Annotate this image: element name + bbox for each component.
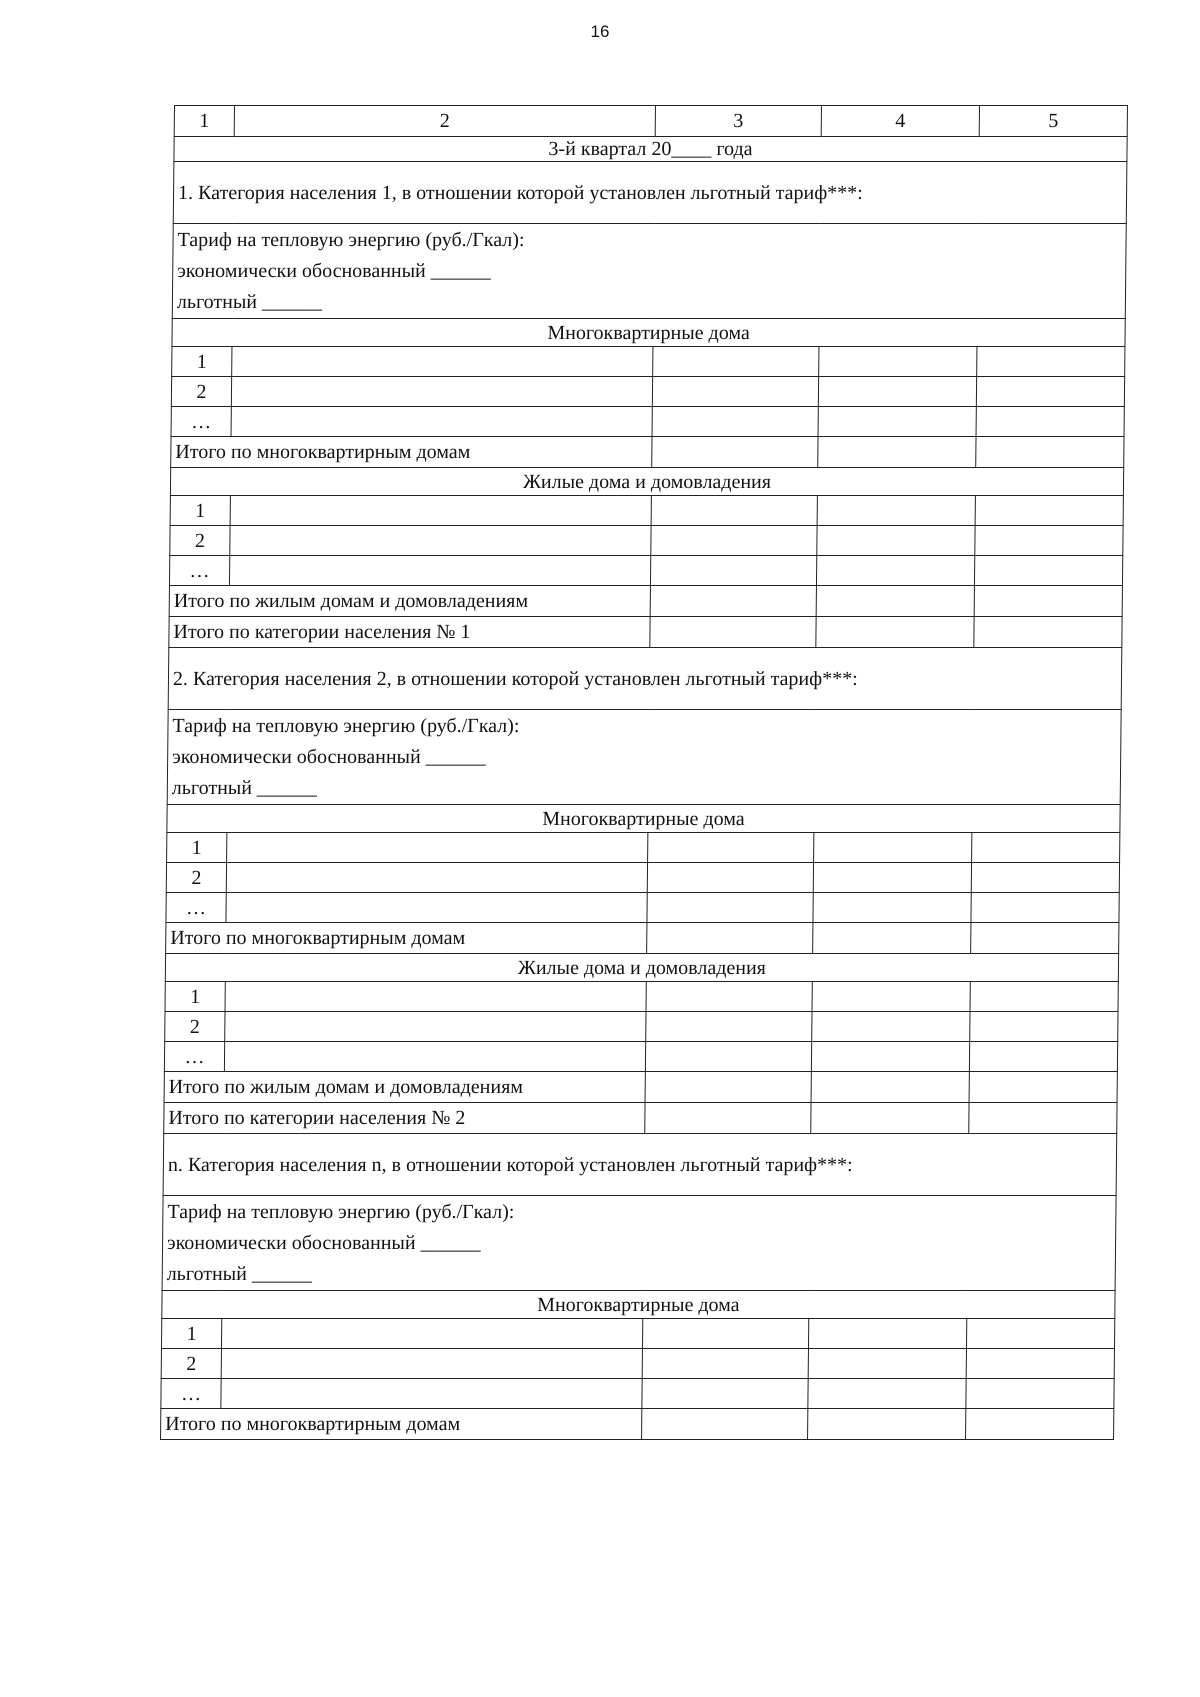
category-total-row <box>169 617 1122 648</box>
row-value-cell[interactable] <box>812 982 970 1012</box>
category-total-value-cell[interactable] <box>974 617 1122 648</box>
table-row <box>165 982 1118 1012</box>
row-value-cell[interactable] <box>975 496 1123 526</box>
apartment-buildings-heading-row <box>162 1291 1115 1319</box>
category-total-label: Итого по категории населения № 1 <box>169 617 650 648</box>
apartment-total-value-cell[interactable] <box>966 1409 1114 1440</box>
row-number: 2 <box>165 1012 225 1042</box>
apartment-buildings-heading-row <box>172 319 1125 347</box>
row-value-cell[interactable] <box>647 863 813 893</box>
category-title: 2. Категория населения 2, в отношении которой установлен льготный тариф***: <box>168 648 1122 710</box>
row-number: 2 <box>161 1349 221 1379</box>
row-number: … <box>171 407 231 437</box>
row-value-cell[interactable] <box>642 1319 808 1349</box>
apartment-total-value-cell[interactable] <box>813 923 971 954</box>
row-value-cell[interactable] <box>650 556 816 586</box>
tariff-form-table <box>160 105 1128 1440</box>
row-value-cell[interactable] <box>652 377 818 407</box>
row-value-cell[interactable] <box>971 893 1119 923</box>
row-value-cell[interactable] <box>651 526 817 556</box>
tariff-economic: экономически обоснованный ______ <box>166 1231 481 1254</box>
row-number: … <box>164 1042 224 1072</box>
row-name-cell[interactable] <box>232 347 653 377</box>
row-value-cell[interactable] <box>812 1012 970 1042</box>
row-value-cell[interactable] <box>977 347 1125 377</box>
column-number-1: 1 <box>174 106 234 137</box>
row-value-cell[interactable] <box>811 1042 969 1072</box>
tariff-row <box>167 710 1121 805</box>
row-number: … <box>166 893 226 923</box>
tariff-heading: Тариф на тепловую энергию (руб./Гкал): <box>167 1200 515 1223</box>
row-value-cell[interactable] <box>817 496 975 526</box>
houses-total-value-cell[interactable] <box>974 586 1122 617</box>
row-name-cell[interactable] <box>229 556 650 586</box>
row-value-cell[interactable] <box>966 1349 1114 1379</box>
row-number: … <box>169 556 229 586</box>
row-name-cell[interactable] <box>226 863 647 893</box>
page-number: 16 <box>590 22 610 41</box>
row-value-cell[interactable] <box>645 1042 811 1072</box>
row-value-cell[interactable] <box>966 1379 1114 1409</box>
apartment-total-label: Итого по многоквартирным домам <box>166 923 647 954</box>
row-value-cell[interactable] <box>966 1319 1114 1349</box>
row-value-cell[interactable] <box>974 556 1122 586</box>
tariff-economic: экономически обоснованный ______ <box>177 259 491 282</box>
row-number: 1 <box>170 496 230 526</box>
apartment-buildings-heading: Многоквартирные дома <box>172 319 1125 347</box>
row-value-cell[interactable] <box>642 1379 808 1409</box>
row-value-cell[interactable] <box>817 526 975 556</box>
apartment-total-value-cell[interactable] <box>818 437 976 468</box>
apartment-total-value-cell[interactable] <box>808 1409 966 1440</box>
category-title-row <box>173 162 1127 224</box>
row-name-cell[interactable] <box>221 1319 642 1349</box>
category-total-label: Итого по категории населения № 2 <box>164 1103 645 1134</box>
tariff-preferential: льготный ______ <box>166 1262 313 1285</box>
row-value-cell[interactable] <box>818 377 976 407</box>
row-name-cell[interactable] <box>226 893 647 923</box>
row-value-cell[interactable] <box>976 377 1124 407</box>
row-number: 2 <box>166 863 226 893</box>
row-value-cell[interactable] <box>808 1379 966 1409</box>
row-value-cell[interactable] <box>976 407 1124 437</box>
quarter-title-row <box>174 137 1127 162</box>
apartment-total-row <box>161 1409 1114 1440</box>
row-name-cell[interactable] <box>230 526 651 556</box>
houses-total-row <box>169 586 1122 617</box>
row-value-cell[interactable] <box>808 1349 966 1379</box>
apartment-buildings-heading: Многоквартирные дома <box>167 805 1120 833</box>
apartment-total-row <box>171 437 1124 468</box>
row-value-cell[interactable] <box>652 407 818 437</box>
row-name-cell[interactable] <box>231 377 652 407</box>
category-total-value-cell[interactable] <box>816 617 974 648</box>
apartment-total-value-cell[interactable] <box>976 437 1124 468</box>
apartment-buildings-heading: Многоквартирные дома <box>162 1291 1115 1319</box>
row-value-cell[interactable] <box>969 1042 1117 1072</box>
apartment-total-label: Итого по многоквартирным домам <box>161 1409 642 1440</box>
row-name-cell[interactable] <box>225 1012 646 1042</box>
row-number: 2 <box>170 526 230 556</box>
table-row <box>171 377 1124 407</box>
column-number-2: 2 <box>234 106 655 137</box>
row-name-cell[interactable] <box>231 407 652 437</box>
column-number-4: 4 <box>821 106 979 137</box>
houses-total-value-cell[interactable] <box>816 586 974 617</box>
apartment-total-row <box>166 923 1119 954</box>
column-number-5: 5 <box>979 106 1127 137</box>
category-title-row <box>168 648 1122 710</box>
row-number: 2 <box>171 377 231 407</box>
category-title: 1. Категория населения 1, в отношении которой установлен льготный тариф***: <box>173 162 1127 224</box>
row-value-cell[interactable] <box>646 982 812 1012</box>
table-row <box>166 863 1119 893</box>
residential-houses-heading: Жилые дома и домовладения <box>170 468 1123 496</box>
row-value-cell[interactable] <box>970 982 1118 1012</box>
row-value-cell[interactable] <box>971 863 1119 893</box>
tariff-preferential: льготный ______ <box>171 776 318 799</box>
category-title-row <box>163 1134 1117 1196</box>
row-value-cell[interactable] <box>813 863 971 893</box>
row-value-cell[interactable] <box>975 526 1123 556</box>
row-value-cell[interactable] <box>653 347 819 377</box>
table-row <box>161 1379 1114 1409</box>
houses-total-label: Итого по жилым домам и домовладениям <box>169 586 650 617</box>
row-name-cell[interactable] <box>224 1042 645 1072</box>
category-total-value-cell[interactable] <box>969 1103 1117 1134</box>
row-value-cell[interactable] <box>646 1012 812 1042</box>
row-value-cell[interactable] <box>808 1319 966 1349</box>
table-row <box>171 407 1124 437</box>
row-number: 1 <box>165 982 225 1012</box>
category-total-value-cell[interactable] <box>811 1103 969 1134</box>
tariff-block <box>162 1196 1116 1291</box>
row-name-cell[interactable] <box>227 833 648 863</box>
table-row <box>161 1319 1114 1349</box>
tariff-economic: экономически обоснованный ______ <box>172 745 486 768</box>
row-value-cell[interactable] <box>648 833 814 863</box>
row-value-cell[interactable] <box>816 556 974 586</box>
table-row <box>166 893 1119 923</box>
table-row <box>167 833 1120 863</box>
residential-houses-heading-row <box>165 954 1118 982</box>
column-number-3: 3 <box>655 106 821 137</box>
apartment-total-label: Итого по многоквартирным домам <box>171 437 652 468</box>
tariff-heading: Тариф на тепловую энергию (руб./Гкал): <box>172 714 520 737</box>
category-total-value-cell[interactable] <box>650 617 816 648</box>
houses-total-value-cell[interactable] <box>811 1072 969 1103</box>
column-number-header-row <box>174 106 1127 137</box>
row-value-cell[interactable] <box>642 1349 808 1379</box>
houses-total-value-cell[interactable] <box>645 1072 811 1103</box>
row-number: 1 <box>167 833 227 863</box>
houses-total-value-cell[interactable] <box>650 586 816 617</box>
row-value-cell[interactable] <box>970 1012 1118 1042</box>
tariff-block <box>172 224 1126 319</box>
row-number: … <box>161 1379 221 1409</box>
table-row <box>172 347 1125 377</box>
row-name-cell[interactable] <box>225 982 646 1012</box>
table-row <box>164 1042 1117 1072</box>
apartment-total-value-cell[interactable] <box>642 1409 808 1440</box>
quarter-title: 3-й квартал 20____ года <box>174 137 1127 162</box>
table-row <box>170 496 1123 526</box>
residential-houses-heading: Жилые дома и домовладения <box>165 954 1118 982</box>
row-value-cell[interactable] <box>819 347 977 377</box>
row-value-cell[interactable] <box>651 496 817 526</box>
tariff-row <box>172 224 1126 319</box>
apartment-total-value-cell[interactable] <box>971 923 1119 954</box>
category-total-row <box>164 1103 1117 1134</box>
category-total-value-cell[interactable] <box>645 1103 811 1134</box>
houses-total-row <box>164 1072 1117 1103</box>
row-name-cell[interactable] <box>230 496 651 526</box>
row-number: 1 <box>172 347 232 377</box>
residential-houses-heading-row <box>170 468 1123 496</box>
table-row <box>170 526 1123 556</box>
row-name-cell[interactable] <box>221 1349 642 1379</box>
row-value-cell[interactable] <box>972 833 1120 863</box>
tariff-row <box>162 1196 1116 1291</box>
table-row <box>165 1012 1118 1042</box>
tariff-preferential: льготный ______ <box>176 290 323 313</box>
apartment-total-value-cell[interactable] <box>647 923 813 954</box>
apartment-total-value-cell[interactable] <box>652 437 818 468</box>
row-number: 1 <box>161 1319 221 1349</box>
apartment-buildings-heading-row <box>167 805 1120 833</box>
houses-total-value-cell[interactable] <box>969 1072 1117 1103</box>
row-value-cell[interactable] <box>818 407 976 437</box>
category-title: n. Категория населения n, в отношении которой установлен льготный тариф***: <box>163 1134 1117 1196</box>
houses-total-label: Итого по жилым домам и домовладениям <box>164 1072 645 1103</box>
tariff-block <box>167 710 1121 805</box>
tariff-heading: Тариф на тепловую энергию (руб./Гкал): <box>177 228 525 251</box>
row-value-cell[interactable] <box>813 893 971 923</box>
row-value-cell[interactable] <box>814 833 972 863</box>
table-row <box>169 556 1122 586</box>
table-row <box>161 1349 1114 1379</box>
row-value-cell[interactable] <box>647 893 813 923</box>
row-name-cell[interactable] <box>221 1379 642 1409</box>
